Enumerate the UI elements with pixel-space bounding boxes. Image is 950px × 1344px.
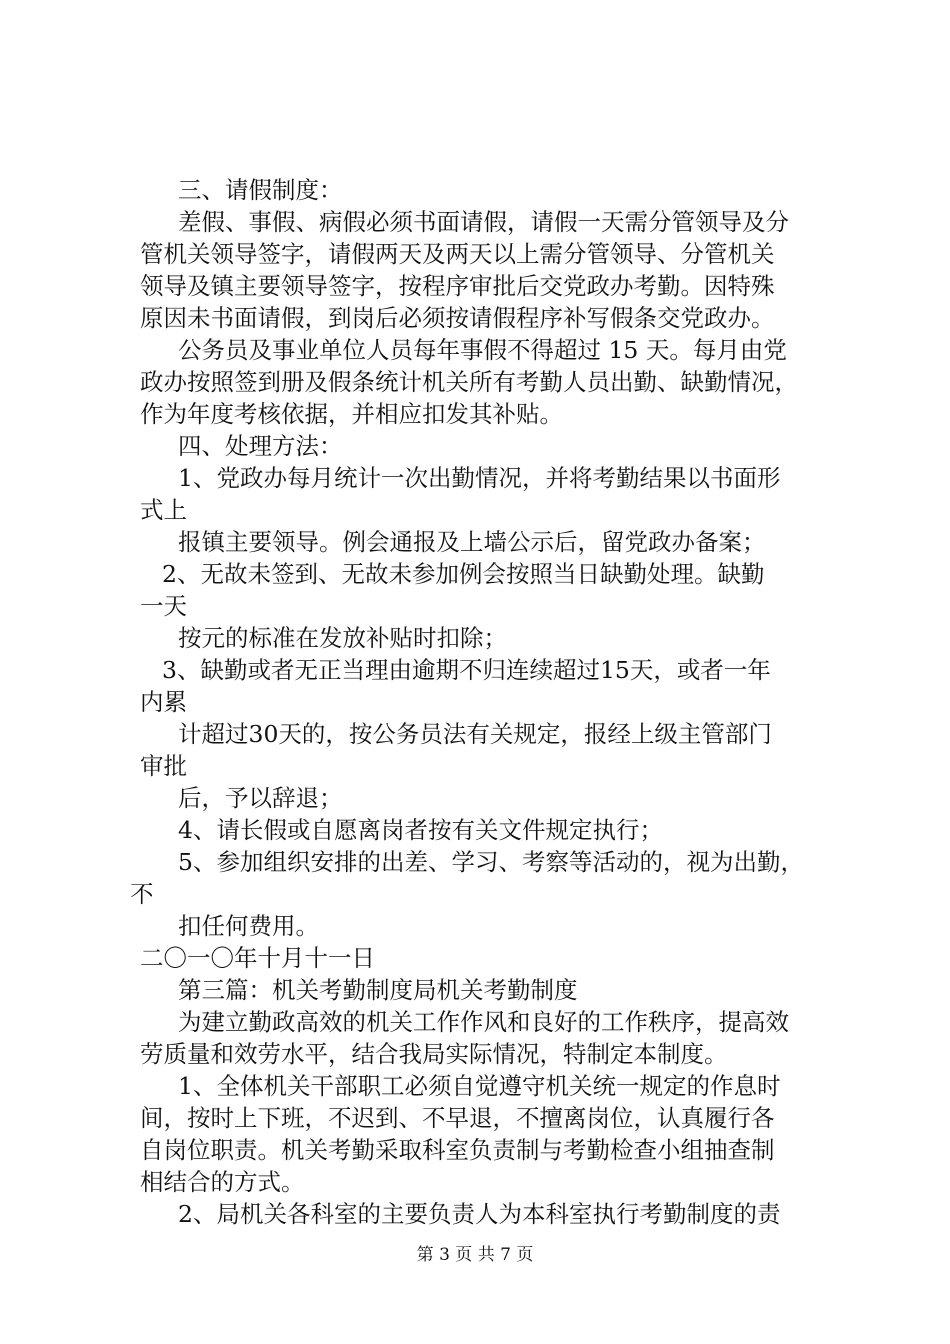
paragraph-line: 自岗位职责。机关考勤采取科室负责制与考勤检查小组抽查制	[140, 1136, 775, 1164]
paragraph-line: 作为年度考核依据，并相应扣发其补贴。	[140, 400, 563, 428]
chapter-title: 第三篇：机关考勤制度局机关考勤制度	[178, 976, 578, 1004]
section-heading: 四、处理方法：	[178, 432, 343, 460]
list-item-line: 报镇主要领导。例会通报及上墙公示后，留党政办备案；	[178, 528, 766, 556]
list-item-line: 计超过30天的，按公务员法有关规定，报经上级主管部门	[178, 720, 772, 748]
list-item-line: 2、无故未签到、无故未参加例会按照当日缺勤处理。缺勤	[162, 560, 765, 588]
paragraph-line: 领导及镇主要领导签字，按程序审批后交党政办考勤。因特殊	[140, 272, 775, 300]
list-item-line: 审批	[140, 752, 187, 780]
paragraph-line: 相结合的方式。	[140, 1168, 305, 1196]
list-item-line: 1、党政办每月统计一次出勤情况，并将考勤结果以书面形	[178, 464, 781, 492]
list-item-line: 扣任何费用。	[178, 912, 319, 940]
paragraph-line: 管机关领导签字，请假两天及两天以上需分管领导、分管机关	[140, 240, 775, 268]
paragraph-line: 公务员及事业单位人员每年事假不得超过 15 天。每月由党	[178, 336, 787, 364]
paragraph-line: 为建立勤政高效的机关工作作风和良好的工作秩序，提高效	[178, 1008, 789, 1036]
list-item-line: 后，予以辞退；	[178, 784, 343, 812]
paragraph-line: 劳质量和效劳水平，结合我局实际情况，特制定本制度。	[140, 1040, 728, 1068]
list-item-line: 按元的标准在发放补贴时扣除；	[178, 624, 507, 652]
date-line: 二〇一〇年十月十一日	[140, 944, 375, 972]
paragraph-line: 原因未书面请假，到岗后必须按请假程序补写假条交党政办。	[140, 304, 775, 332]
list-item-line: 式上	[140, 496, 187, 524]
paragraph-line: 2、局机关各科室的主要负责人为本科室执行考勤制度的责	[178, 1200, 781, 1228]
list-item-line: 4、请长假或自愿离岗者按有关文件规定执行；	[178, 816, 663, 844]
list-item-line: 内累	[140, 688, 187, 716]
page-number: 第 3 页 共 7 页	[416, 1245, 534, 1265]
section-heading: 三、请假制度：	[178, 176, 343, 204]
list-item-line: 一天	[140, 592, 187, 620]
paragraph-line: 1、全体机关干部职工必须自觉遵守机关统一规定的作息时	[178, 1072, 781, 1100]
list-item-line: 5、参加组织安排的出差、学习、考察等活动的，视为出勤，	[178, 848, 804, 876]
paragraph-line: 政办按照签到册及假条统计机关所有考勤人员出勤、缺勤情况，	[140, 368, 798, 396]
paragraph-line: 间，按时上下班，不迟到、不早退，不擅离岗位，认真履行各	[140, 1104, 775, 1132]
list-item-line: 不	[130, 880, 154, 908]
list-item-line: 3、缺勤或者无正当理由逾期不归连续超过15天，或者一年	[162, 656, 771, 684]
paragraph-line: 差假、事假、病假必须书面请假，请假一天需分管领导及分	[178, 208, 789, 236]
